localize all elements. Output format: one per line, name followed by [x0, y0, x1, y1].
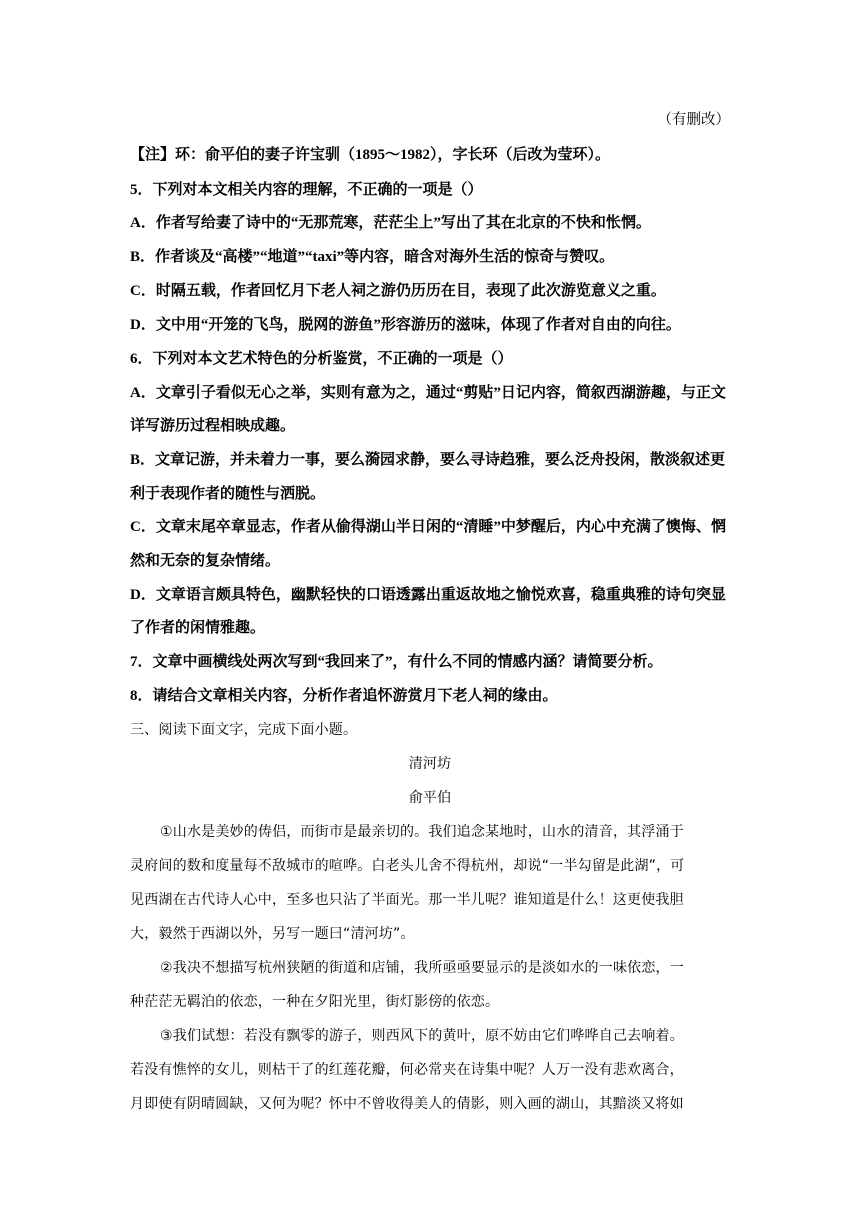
paragraph-1-line-2: 灵府间的数和度量每不敌城市的喧哗。白老头儿舍不得杭州，却说“一半勾留是此湖”，可 [130, 858, 685, 874]
paragraph-1-line-4: 大，毅然于西湖以外，另写一题曰“清河坊”。 [130, 926, 415, 942]
question-6-option-a-line2: 详写游历过程相映成趣。 [130, 418, 296, 434]
paragraph-1-line-3: 见西湖在古代诗人心中，至多也只沾了半面光。那一半儿呢？谁知道是什么！这更使我胆 [130, 892, 684, 908]
question-6-option-c-line1: C．文章末尾卒章显志，作者从偷得湖山半日闲的“清睡”中梦醒后，内心中充满了懊悔、惘 [130, 519, 726, 535]
paragraph-3-line-1: ③我们试想：若没有飘零的游子，则西风下的黄叶，原不妨由它们哗哗自己去响着。 [160, 1028, 684, 1044]
annotation: 【注】环：俞平伯的妻子许宝驯（1895～1982），字长环（后改为莹环）。 [130, 147, 611, 163]
question-5-option-a: A．作者写给妻了诗中的“无那荒寒，茫茫尘上”写出了其在北京的不快和怅惘。 [130, 215, 651, 231]
paragraph-2-line-2: 种茫茫无羁泊的依恋，一种在夕阳光里，街灯影傍的依恋。 [130, 994, 500, 1010]
question-6-option-d-line1: D．文章语言颇具特色，幽默轻快的口语透露出重返故地之愉悦欢喜，稳重典雅的诗句突显 [130, 587, 726, 603]
section-3-heading: 三、阅读下面文字，完成下面小题。 [130, 722, 358, 738]
question-5-option-b: B．作者谈及“高楼”“地道”“taxi”等内容，暗含对海外生活的惊奇与赞叹。 [130, 249, 615, 265]
question-8: 8．请结合文章相关内容，分析作者追怀游赏月下老人祠的缘由。 [130, 688, 558, 704]
paragraph-3-line-2: 若没有憔悴的女儿，则枯干了的红莲花瓣，何必常夹在诗集中呢？人万一没有悲欢离合， [130, 1062, 684, 1078]
question-5-stem: 5．下列对本文相关内容的理解，不正确的一项是（） [130, 182, 483, 198]
question-6-option-c-line2: 然和无奈的复杂情绪。 [130, 553, 281, 569]
question-6-option-b-line1: B．文章记游，并未着力一事，要么漪园求静，要么寻诗趋雅，要么泛舟投闲，散淡叙述更 [130, 452, 726, 468]
question-6-option-a-line1: A．文章引子看似无心之举，实则有意为之，通过“剪贴”日记内容，简叙西湖游趣，与正文 [130, 385, 726, 401]
question-6-stem: 6．下列对本文艺术特色的分析鉴赏，不正确的一项是（） [130, 351, 513, 367]
question-7: 7．文章中画横线处两次写到“我回来了”，有什么不同的情感内涵？请简要分析。 [130, 654, 663, 670]
paragraph-1-line-1: ①山水是美妙的俦侣，而街市是最亲切的。我们追念某地时，山水的清音，其浮涌于 [160, 824, 684, 840]
article-author: 俞平伯 [408, 790, 452, 806]
question-6-option-d-line2: 了作者的闲情雅趣。 [130, 620, 266, 636]
article-title: 清河坊 [408, 756, 452, 772]
question-6-option-b-line2: 利于表现作者的随性与洒脱。 [130, 486, 326, 502]
source-note: （有删改） [657, 112, 730, 128]
question-5-option-d: D．文中用“开笼的飞鸟，脱网的游鱼”形容游历的滋味，体现了作者对自由的向往。 [130, 317, 681, 333]
paragraph-2-line-1: ②我决不想描写杭州狭陋的街道和店铺，我所亟亟要显示的是淡如水的一味依恋，一 [160, 960, 684, 976]
paragraph-3-line-3: 月即使有阴晴圆缺，又何为呢？怀中不曾收得美人的倩影，则入画的湖山，其黯淡又将如 [130, 1096, 684, 1112]
question-5-option-c: C．时隔五载，作者回忆月下老人祠之游仍历历在目，表现了此次游览意义之重。 [130, 283, 666, 299]
